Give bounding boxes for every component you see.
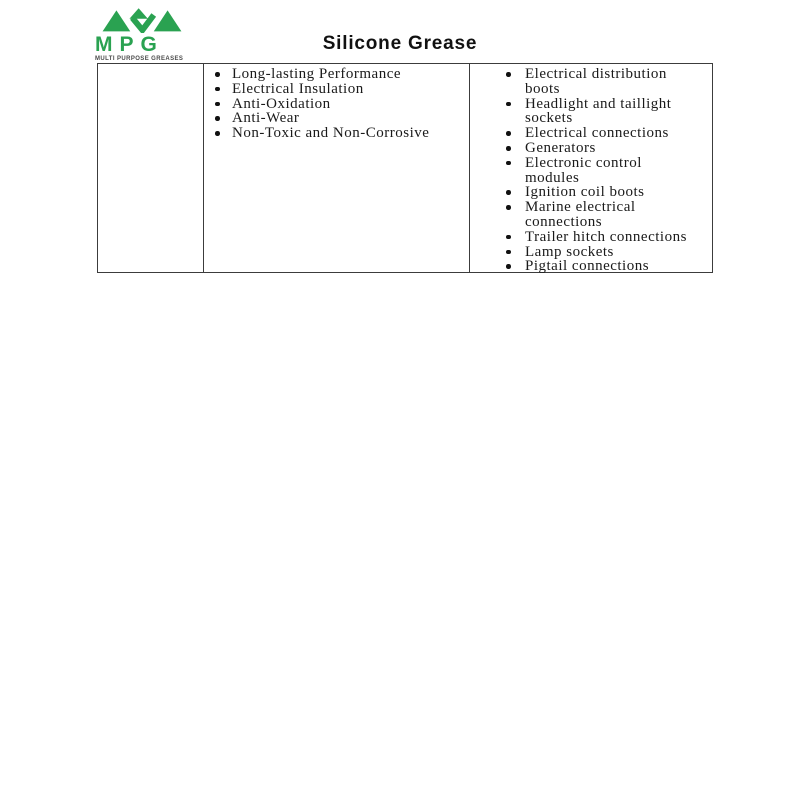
page-title: Silicone Grease bbox=[322, 33, 478, 54]
list-item: Electrical Insulation bbox=[212, 82, 469, 97]
list-item: Electronic control modules bbox=[503, 156, 690, 186]
list-item: Ignition coil boots bbox=[503, 185, 690, 200]
applications-cell bbox=[469, 64, 712, 275]
list-item: Anti-Oxidation bbox=[212, 97, 469, 112]
list-item: Generators bbox=[503, 141, 690, 156]
features-cell bbox=[203, 64, 469, 272]
list-item: Pigtail connections bbox=[503, 259, 690, 274]
applications-list bbox=[503, 67, 712, 274]
list-item: Non-Toxic and Non-Corrosive bbox=[212, 126, 469, 141]
brand-name: MPG bbox=[95, 33, 164, 56]
mpg-triangles-icon bbox=[95, 7, 189, 33]
list-item: Electrical distribution boots bbox=[503, 67, 690, 97]
brand-tagline: MULTI PURPOSE GREASES bbox=[95, 56, 184, 62]
list-item: Anti-Wear bbox=[212, 111, 469, 126]
empty-cell bbox=[98, 64, 203, 272]
product-table bbox=[97, 63, 713, 273]
list-item: Long-lasting Performance bbox=[212, 67, 469, 82]
features-list bbox=[212, 67, 469, 141]
list-item: Lamp sockets bbox=[503, 245, 690, 260]
list-item: Headlight and taillight sockets bbox=[503, 97, 690, 127]
list-item: Trailer hitch connections bbox=[503, 230, 690, 245]
list-item: Marine electrical connections bbox=[503, 200, 690, 230]
list-item: Electrical connections bbox=[503, 126, 690, 141]
